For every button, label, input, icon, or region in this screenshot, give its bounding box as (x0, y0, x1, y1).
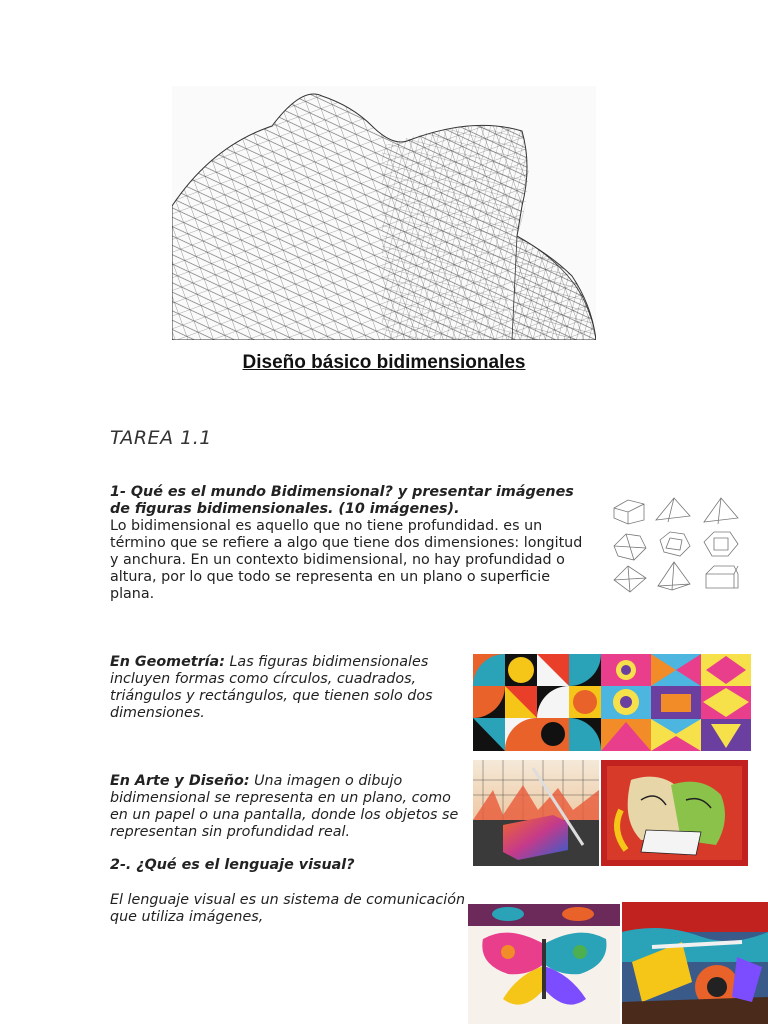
art-body: Una imagen o dibujo bidimensional se representa en un plano, como en un papel o una pantalla, donde los objetos se representan sin profundidad real. (110, 773, 459, 840)
geometric-pattern-image (473, 654, 601, 751)
task-heading: TAREA 1.1 (110, 427, 212, 449)
geometry-paragraph (110, 654, 470, 722)
wireframe-building-image (172, 86, 596, 340)
visual-language-paragraph: El lenguaje visual es un sistema de comunicación que utiliza imágenes, (110, 892, 466, 925)
art-paragraph (110, 773, 470, 841)
question-1-heading: 1- Qué es el mundo Bidimensional? y presentar imágenes de figuras bidimensionales. (10 imágenes). (110, 484, 574, 517)
art-label: En Arte y Diseño: (110, 773, 250, 789)
mural-art-image (622, 902, 768, 1024)
butterfly-art-image (468, 904, 620, 1024)
geometry-body: Las figuras bidimensionales incluyen formas como círculos, cuadrados, triángulos y rectángulos, que tienen solo dos dimensiones. (110, 654, 433, 721)
colorful-pattern-image (601, 654, 751, 751)
page-title: Diseño básico bidimensionales (242, 352, 526, 373)
picasso-painting-image (601, 760, 748, 866)
retro-3d-art-image (473, 760, 599, 866)
question-1 (110, 484, 590, 603)
geometry-label: En Geometría: (110, 654, 225, 670)
question-1-body: Lo bidimensional es aquello que no tiene profundidad. es un término que se refiere a algo que tiene dos dimensiones: longitud y anchura. En un contexto bidimensional, no hay profundidad o altura, por lo que todo se representa en un plano o superficie plana. (110, 518, 583, 602)
question-2-heading: 2-. ¿Qué es el lenguaje visual? (110, 857, 355, 873)
geometric-solids-image (606, 490, 746, 598)
